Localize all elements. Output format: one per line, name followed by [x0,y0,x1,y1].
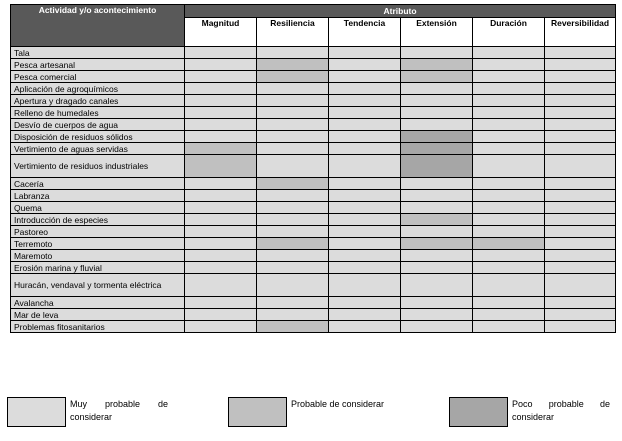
matrix-cell [473,107,545,119]
matrix-cell [329,178,401,190]
matrix-cell [545,321,616,333]
matrix-cell [401,71,473,83]
matrix-cell [401,143,473,155]
matrix-cell [473,297,545,309]
matrix-cell [473,202,545,214]
matrix-cell [329,131,401,143]
matrix-cell [401,47,473,59]
matrix-cell [473,178,545,190]
matrix-cell [545,71,616,83]
table-row [11,131,616,143]
matrix-cell [185,107,257,119]
matrix-cell [257,321,329,333]
column-header-duracion: Duración [473,18,545,47]
matrix-cell [185,95,257,107]
column-header-resiliencia: Resiliencia [257,18,329,47]
matrix-cell [329,71,401,83]
legend-swatch-poco-probable [449,397,508,427]
matrix-cell [185,155,257,178]
matrix-cell [545,214,616,226]
matrix-cell [473,262,545,274]
activity-label: Quema [11,202,185,214]
table-row [11,178,616,190]
matrix-cell [185,71,257,83]
matrix-cell [185,59,257,71]
activity-label: Introducción de especies [11,214,185,226]
activity-label: Terremoto [11,238,185,250]
matrix-cell [329,274,401,297]
table-row [11,274,616,297]
activity-label: Vertimiento de residuos industriales [11,155,185,178]
matrix-cell [185,83,257,95]
matrix-cell [473,131,545,143]
matrix-cell [329,214,401,226]
matrix-cell [257,119,329,131]
matrix-cell [257,155,329,178]
matrix-cell [545,202,616,214]
matrix-cell [545,178,616,190]
activity-label: Aplicación de agroquímicos [11,83,185,95]
matrix-cell [473,95,545,107]
table-row [11,71,616,83]
matrix-cell [185,143,257,155]
activity-label: Desvío de cuerpos de agua [11,119,185,131]
table-row [11,190,616,202]
matrix-cell [545,309,616,321]
table-row [11,321,616,333]
matrix-cell [257,71,329,83]
matrix-cell [545,83,616,95]
table-row [11,226,616,238]
matrix-cell [401,250,473,262]
activity-label: Relleno de humedales [11,107,185,119]
matrix-cell [401,119,473,131]
matrix-cell [545,262,616,274]
legend-item-probable [228,397,398,427]
attribute-header-label: Atributo [383,6,417,16]
matrix-cell [257,143,329,155]
matrix-cell [545,250,616,262]
matrix-cell [185,47,257,59]
matrix-cell [473,309,545,321]
matrix-cell [401,190,473,202]
legend-label-muy-probable: Muy probable de considerar [70,399,168,422]
legend-label-probable: Probable de considerar [291,399,385,409]
matrix-cell [473,214,545,226]
matrix-cell [329,238,401,250]
table-row [11,107,616,119]
matrix-cell [329,83,401,95]
activity-label: Huracán, vendaval y tormenta eléctrica [11,274,185,297]
matrix-cell [545,190,616,202]
table-row [11,143,616,155]
matrix-cell [257,47,329,59]
matrix-cell [401,155,473,178]
matrix-cell [401,95,473,107]
matrix-cell [401,202,473,214]
matrix-cell [185,297,257,309]
activity-label: Pesca artesanal [11,59,185,71]
column-header-reversibilidad: Reversibilidad [545,18,616,47]
matrix-cell [257,238,329,250]
matrix-cell [329,262,401,274]
table-row [11,59,616,71]
matrix-cell [329,59,401,71]
matrix-cell [545,107,616,119]
matrix-cell [329,119,401,131]
table-row [11,262,616,274]
matrix-cell [329,107,401,119]
matrix-cell [257,250,329,262]
header-row-top [11,5,616,18]
table-row [11,309,616,321]
matrix-cell [473,59,545,71]
matrix-cell [545,155,616,178]
matrix-cell [473,143,545,155]
matrix-cell [185,214,257,226]
matrix-cell [401,226,473,238]
matrix-cell [257,274,329,297]
matrix-cell [473,226,545,238]
matrix-cell [257,190,329,202]
matrix-cell [401,262,473,274]
matrix-cell [473,119,545,131]
table-row [11,47,616,59]
matrix-cell [329,95,401,107]
matrix-cell [473,250,545,262]
matrix-cell [401,178,473,190]
matrix-cell [185,262,257,274]
activity-column-header [11,5,185,47]
matrix-cell [545,238,616,250]
matrix-cell [257,202,329,214]
matrix-cell [473,71,545,83]
activity-label: Labranza [11,190,185,202]
matrix-cell [545,297,616,309]
matrix-cell [185,131,257,143]
legend-item-poco-probable [449,397,619,427]
activity-label: Vertimiento de aguas servidas [11,143,185,155]
matrix-cell [545,274,616,297]
matrix-cell [401,309,473,321]
matrix-cell [329,321,401,333]
activity-label: Disposición de residuos sólidos [11,131,185,143]
matrix-cell [257,59,329,71]
matrix-cell [185,238,257,250]
activity-label: Erosión marina y fluvial [11,262,185,274]
legend-label-poco-probable: Poco probable de considerar [512,399,610,422]
legend-item-muy-probable [7,397,177,427]
impact-matrix-table [10,4,616,333]
attribute-group-header [185,5,616,18]
matrix-cell [545,47,616,59]
table-row [11,250,616,262]
matrix-cell [401,274,473,297]
matrix-cell [545,226,616,238]
matrix-cell [185,202,257,214]
matrix-cell [185,119,257,131]
matrix-cell [473,155,545,178]
matrix-cell [329,202,401,214]
table-row [11,95,616,107]
matrix-cell [401,131,473,143]
matrix-cell [257,297,329,309]
matrix-cell [257,131,329,143]
activity-label: Avalancha [11,297,185,309]
legend-swatch-probable [228,397,287,427]
matrix-cell [473,190,545,202]
legend-swatch-muy-probable [7,397,66,427]
matrix-cell [185,309,257,321]
matrix-cell [545,59,616,71]
matrix-cell [401,107,473,119]
matrix-cell [473,274,545,297]
activity-label: Tala [11,47,185,59]
matrix-cell [185,250,257,262]
activity-label: Pastoreo [11,226,185,238]
matrix-cell [473,83,545,95]
matrix-cell [257,95,329,107]
matrix-cell [401,214,473,226]
matrix-body [11,47,616,333]
activity-label: Problemas fitosanitarios [11,321,185,333]
matrix-cell [329,143,401,155]
activity-label: Cacería [11,178,185,190]
matrix-cell [329,190,401,202]
activity-label: Pesca comercial [11,71,185,83]
column-header-tendencia: Tendencia [329,18,401,47]
matrix-cell [329,47,401,59]
matrix-cell [185,274,257,297]
table-row [11,155,616,178]
matrix-cell [185,190,257,202]
table-row [11,214,616,226]
matrix-cell [401,238,473,250]
matrix-cell [257,83,329,95]
matrix-cell [473,321,545,333]
matrix-cell [401,297,473,309]
matrix-cell [401,83,473,95]
column-header-magnitud: Magnitud [185,18,257,47]
table-row [11,238,616,250]
matrix-cell [257,309,329,321]
activity-header-label: Actividad y/o acontecimiento [38,5,157,15]
matrix-cell [185,321,257,333]
matrix-cell [185,226,257,238]
matrix-cell [329,297,401,309]
matrix-cell [545,131,616,143]
matrix-cell [545,143,616,155]
table-row [11,297,616,309]
matrix-cell [329,226,401,238]
matrix-cell [257,214,329,226]
matrix-cell [329,155,401,178]
activity-label: Apertura y dragado canales [11,95,185,107]
matrix-cell [329,309,401,321]
matrix-cell [401,59,473,71]
table-row [11,202,616,214]
matrix-cell [473,238,545,250]
matrix-cell [545,119,616,131]
table-row [11,119,616,131]
matrix-cell [257,262,329,274]
column-header-extension: Extensión [401,18,473,47]
matrix-cell [545,95,616,107]
matrix-cell [401,321,473,333]
table-row [11,83,616,95]
matrix-cell [257,178,329,190]
matrix-cell [257,107,329,119]
activity-label: Maremoto [11,250,185,262]
matrix-cell [257,226,329,238]
matrix-cell [473,47,545,59]
matrix-cell [329,250,401,262]
matrix-cell [185,178,257,190]
activity-label: Mar de leva [11,309,185,321]
